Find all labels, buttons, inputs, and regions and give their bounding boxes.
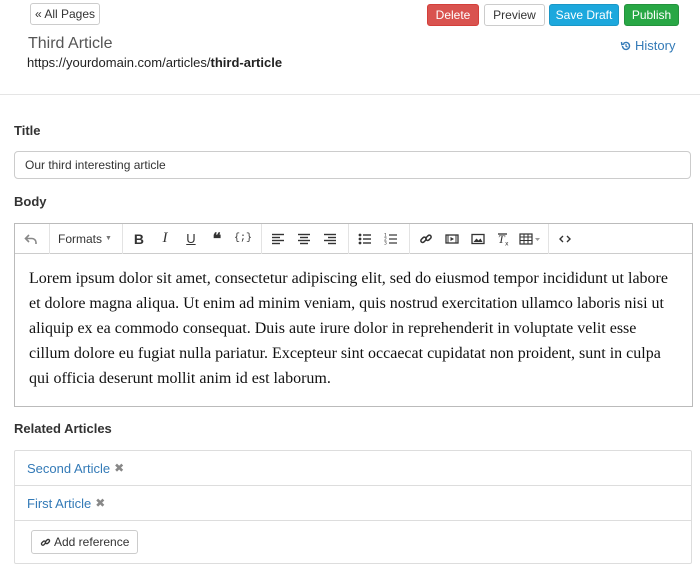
svg-text:1: 1 bbox=[383, 233, 387, 238]
toolbar-separator bbox=[348, 224, 349, 254]
svg-text:2: 2 bbox=[383, 237, 387, 242]
toolbar-separator bbox=[122, 224, 123, 254]
table-icon[interactable] bbox=[518, 227, 542, 251]
bold-icon[interactable]: B bbox=[133, 230, 145, 247]
add-reference-button[interactable] bbox=[31, 530, 138, 554]
image-icon[interactable] bbox=[466, 227, 490, 251]
header-divider bbox=[0, 94, 700, 95]
editor-body[interactable]: Lorem ipsum dolor sit amet, consectetur adipiscing elit, sed do eiusmod tempor incididunt ut labore et dolore magna aliqua. Ut enim ad minim veniam, quis nostrud exercitation ullamco laboris nisi ut aliquip ex ea commodo consequat. Duis aute irure dolor in reprehenderit in voluptate velit esse cillum dolore eu fugiat nulla pariatur. Excepteur sint occaecat cupidatat non proident, sunt in culpa qui officia deserunt mollit anim id est laborum. bbox=[29, 270, 668, 387]
clear-format-icon[interactable] bbox=[492, 227, 516, 251]
related-footer bbox=[15, 521, 691, 563]
link-icon[interactable] bbox=[414, 227, 438, 251]
body-label: Body bbox=[14, 194, 47, 209]
formats-label: Formats bbox=[58, 231, 103, 246]
source-code-icon[interactable] bbox=[553, 227, 577, 251]
related-articles-label: Related Articles bbox=[14, 421, 112, 436]
title-label: Title bbox=[14, 123, 41, 138]
add-reference-label: Add reference bbox=[54, 535, 130, 549]
history-link[interactable] bbox=[620, 38, 675, 53]
list-item bbox=[15, 451, 691, 486]
italic-icon[interactable]: I bbox=[162, 230, 168, 246]
svg-text:x: x bbox=[504, 240, 509, 246]
history-label: History bbox=[635, 38, 676, 53]
toolbar-separator bbox=[409, 224, 410, 254]
svg-text:T: T bbox=[497, 231, 505, 246]
related-article-link[interactable]: First Article bbox=[27, 495, 92, 511]
align-center-icon[interactable] bbox=[292, 227, 316, 251]
align-left-icon[interactable] bbox=[266, 227, 290, 251]
rich-text-editor bbox=[14, 223, 693, 407]
remove-icon[interactable]: ✖ bbox=[114, 461, 125, 475]
related-article-link[interactable]: Second Article bbox=[27, 460, 111, 476]
title-input[interactable] bbox=[14, 151, 691, 179]
url-prefix: https://yourdomain.com/articles/ bbox=[27, 55, 211, 70]
related-articles-list bbox=[14, 450, 692, 564]
editor-toolbar bbox=[15, 224, 692, 254]
link-icon bbox=[40, 537, 51, 548]
chevron-down-icon: ▼ bbox=[105, 235, 112, 242]
save-draft-button[interactable]: Save Draft bbox=[549, 4, 619, 26]
bullet-list-icon[interactable] bbox=[353, 227, 377, 251]
toolbar-separator bbox=[261, 224, 262, 254]
numbered-list-icon[interactable] bbox=[379, 227, 403, 251]
underline-icon[interactable]: U bbox=[186, 231, 196, 246]
list-item bbox=[15, 486, 691, 521]
all-pages-button[interactable]: « All Pages bbox=[30, 3, 100, 25]
undo-icon[interactable] bbox=[19, 227, 43, 251]
align-right-icon[interactable] bbox=[318, 227, 342, 251]
remove-icon[interactable]: ✖ bbox=[95, 496, 106, 510]
code-icon[interactable]: {;} bbox=[233, 233, 252, 244]
publish-button[interactable]: Publish bbox=[624, 4, 679, 26]
media-icon[interactable] bbox=[440, 227, 464, 251]
preview-button[interactable]: Preview bbox=[484, 4, 545, 26]
blockquote-icon[interactable]: ❝ bbox=[212, 230, 222, 248]
delete-button[interactable]: Delete bbox=[427, 4, 479, 26]
article-url bbox=[27, 55, 282, 70]
page-title: Third Article bbox=[28, 35, 113, 52]
url-slug: third-article bbox=[210, 55, 283, 70]
formats-dropdown[interactable] bbox=[54, 227, 116, 251]
toolbar-separator bbox=[49, 224, 50, 254]
toolbar-separator bbox=[548, 224, 549, 254]
svg-text:3: 3 bbox=[383, 241, 387, 245]
history-icon bbox=[620, 40, 632, 52]
